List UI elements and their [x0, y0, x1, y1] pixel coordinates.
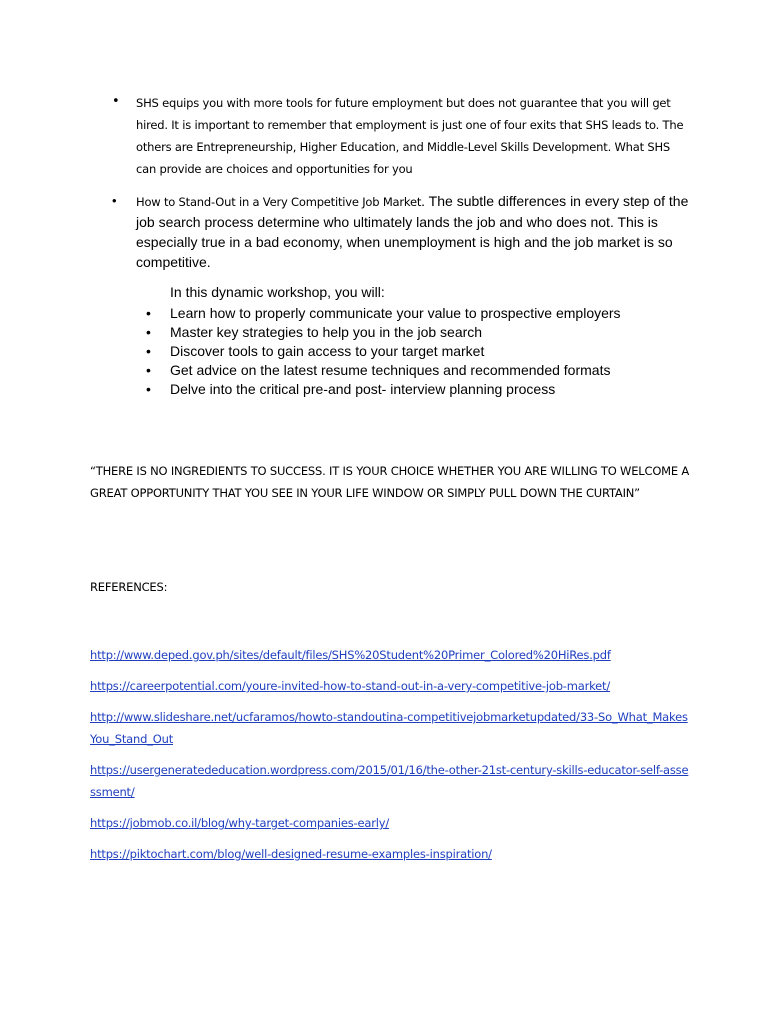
list-item: • Get advice on the latest resume techniques and recommended formats: [146, 361, 621, 380]
bullet-body: [136, 191, 692, 272]
list-item: • Master key strategies to help you in the job search: [146, 323, 621, 342]
reference-link[interactable]: https://usergeneratededucation.wordpress.com/2015/01/16/the-other-21st-century-skills-educator-self-assessment/: [90, 763, 689, 799]
reference-link[interactable]: https://piktochart.com/blog/well-designed-resume-examples-inspiration/: [90, 847, 492, 861]
bullet-text: SHS equips you with more tools for future employment but does not guarantee that you will get hired. It is important to remember that employment is just one of four exits that SHS leads to. The others are Entrepreneurship, Higher Education, and Middle-Level Skills Development. What SHS can provide are choices and opportunities for you: [136, 96, 684, 176]
bullet-text: . The subtle differences in every step of the job search process determine who ultimately lands the job and who does not. This is especially true in a bad economy, when unemployment is high and the job market is so competitive.: [136, 193, 689, 270]
reference-link[interactable]: http://www.slideshare.net/ucfaramos/howto-standoutina-competitivejobmarketupdated/33-So_What_MakesYou_Stand_Out: [90, 710, 688, 746]
reference-link[interactable]: http://www.deped.gov.ph/sites/default/files/SHS%20Student%20Primer_Colored%20HiRes.pdf: [90, 648, 611, 662]
workshop-list: [146, 304, 621, 399]
references-heading: REFERENCES:: [90, 580, 168, 594]
references-list: [90, 644, 690, 874]
bullet-lead: How to Stand-Out in a Very Competitive Job Market: [136, 195, 422, 209]
bullet-shs-employment: [112, 92, 692, 180]
reference-link[interactable]: https://careerpotential.com/youre-invited-how-to-stand-out-in-a-very-competitive-job-market/: [90, 679, 611, 693]
workshop-intro: In this dynamic workshop, you will:: [170, 284, 385, 300]
reference-link[interactable]: https://jobmob.co.il/blog/why-target-companies-early/: [90, 816, 390, 830]
list-item: • Discover tools to gain access to your target market: [146, 342, 621, 361]
quote-text: “THERE IS NO INGREDIENTS TO SUCCESS. IT IS YOUR CHOICE WHETHER YOU ARE WILLING TO WELCOME A GREAT OPPORTUNITY THAT YOU SEE IN YOUR LIFE WINDOW OR SIMPLY PULL DOWN THE CURTAIN”: [90, 464, 690, 500]
list-item: • Learn how to properly communicate your value to prospective employers: [146, 304, 621, 323]
list-item: • Delve into the critical pre-and post- interview planning process: [146, 380, 621, 399]
bullet-icon: •: [112, 94, 120, 109]
bullet-stand-out: [112, 191, 692, 272]
bullet-icon: •: [112, 193, 117, 208]
